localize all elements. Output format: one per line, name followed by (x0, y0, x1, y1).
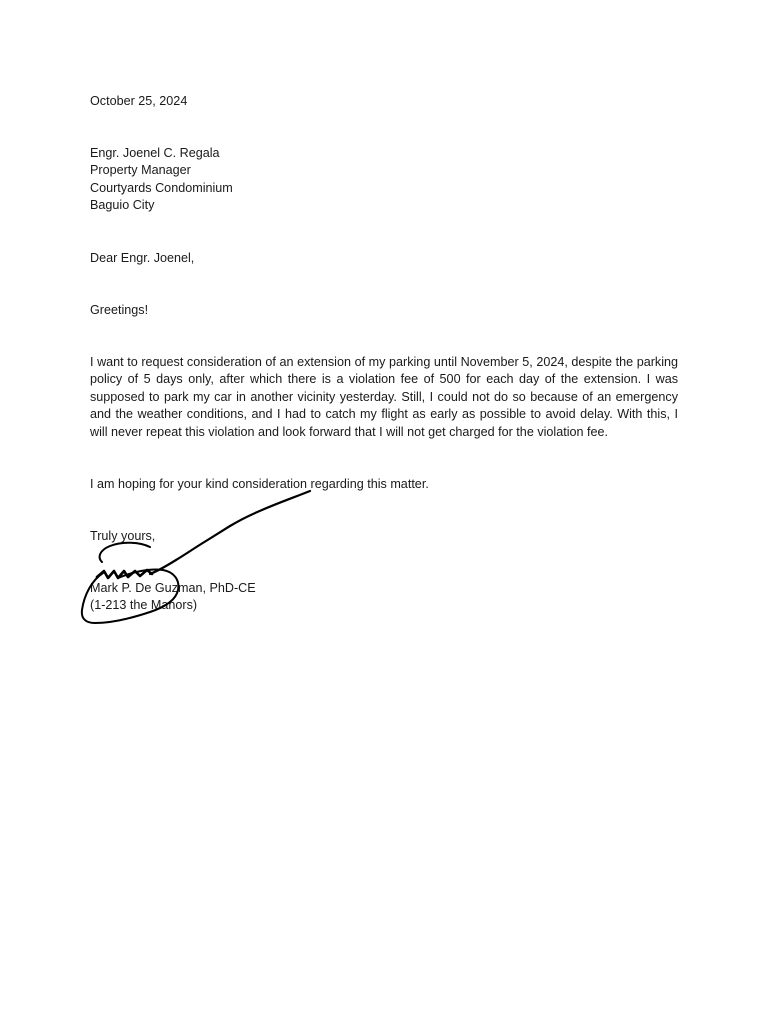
signer-name: Mark P. De Guzman, PhD-CE (90, 581, 256, 595)
body-paragraph (90, 354, 678, 441)
body-line: I want to request consideration of an extension of my parking until November 5, 2024, despite the parking (90, 355, 678, 369)
body-line: policy of 5 days only, after which there is a violation fee of 500 for each day of the extension. I was (90, 372, 678, 387)
greeting: Greetings! (90, 303, 149, 317)
letter-date: October 25, 2024 (90, 94, 188, 108)
recipient-organization: Courtyards Condominium (90, 180, 233, 195)
body-line: supposed to park my car in another vicinity yesterday. Still, I could not do so because of an emergency (90, 389, 678, 404)
recipient-name: Engr. Joenel C. Regala (90, 146, 220, 160)
body-line: will never repeat this violation and look forward that I will not get charged for the violation fee. (90, 424, 609, 439)
salutation: Dear Engr. Joenel, (90, 251, 195, 265)
recipient-title: Property Manager (90, 163, 191, 178)
signature-zigzag (97, 570, 152, 578)
body-line: and the weather conditions, and I had to catch my flight as early as possible to avoid delay. With this, I (90, 407, 678, 422)
recipient-block (90, 145, 233, 215)
valediction: Truly yours, (90, 529, 156, 543)
closing-paragraph: I am hoping for your kind consideration regarding this matter. (90, 477, 429, 491)
signer-block (90, 580, 256, 615)
signer-unit: (1-213 the Manors) (90, 598, 198, 613)
signature-long-stroke (150, 491, 310, 574)
recipient-city: Baguio City (90, 198, 155, 213)
signature-top-hook (100, 543, 150, 562)
